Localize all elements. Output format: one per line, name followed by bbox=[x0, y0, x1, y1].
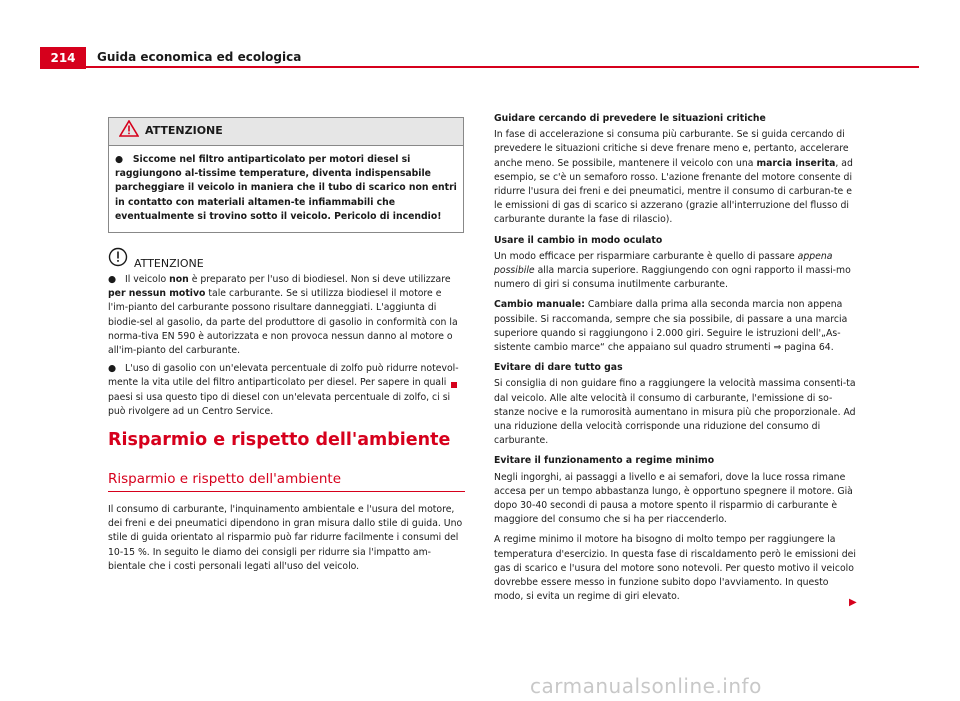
heading-full-throttle: Evitare di dare tutto gas bbox=[494, 362, 623, 374]
bullet: ● bbox=[115, 154, 133, 165]
notice-p1-a: Il veicolo bbox=[124, 274, 170, 286]
notice-p1-c: è preparato per l'uso di biodiesel. Non si deve utilizzare bbox=[188, 274, 451, 286]
left-column bbox=[108, 117, 464, 423]
section-heading: Risparmio e rispetto dell'ambiente bbox=[108, 430, 451, 450]
notice-title: ATTENZIONE bbox=[134, 256, 204, 270]
notice-exclamation-icon bbox=[108, 247, 128, 272]
notice-p2: L'uso di gasolio con un'elevata percentuale di zolfo può ridurre notevol-mente la vita utile del filtro antiparticolato per diesel. Per sapere in quali paesi si usa questo tipo di diesel con un'elevata percentuale di zolfo, ci si può rivolgere ad un Centro Service. bbox=[108, 363, 459, 417]
warning-box-text bbox=[109, 146, 463, 232]
p2-b: appena possibile bbox=[494, 250, 833, 277]
heading-gearbox: Usare il cambio in modo oculato bbox=[494, 234, 663, 246]
page-header-title: Guida economica ed ecologica bbox=[97, 50, 302, 64]
paragraph-manual bbox=[494, 298, 856, 355]
p3-a: Cambio manuale: bbox=[494, 299, 585, 311]
heading-idle: Evitare il funzionamento a regime minimo bbox=[494, 455, 715, 467]
notice-paragraph-1: ● Il veicolo non è preparato per l'uso di biodiesel. Non si deve utilizzare per nessun motivo tale carburante. Se si utilizza biodiesel il motore e l'im-pianto del carburante possono risultare danneggiati. L'aggiunta di biodie-sel al gasolio, da parte del produttore di gasolio in conformità con la norma-tiva EN 590 è autorizzata e non provoca nessun danno al motore o all'im-pianto del carburante. bbox=[108, 274, 458, 357]
subheading-divider bbox=[108, 491, 465, 492]
paragraph-anticipate bbox=[494, 128, 856, 227]
paragraph-idle-2: A regime minimo il motore ha bisogno di molto tempo per raggiungere la temperatura d'esercizio. In questa fase di riscaldamento però le emissioni dei gas di scarico e l'usura del motore sono notevoli. Per questo motivo il veicolo dovrebbe essere messo in funzione subito dopo l'avviamento. In questo modo, si evita un regime di giri elevato. bbox=[494, 534, 856, 603]
notice-body bbox=[108, 273, 464, 419]
notice-header bbox=[108, 250, 464, 270]
section-subheading: Risparmio e rispetto dell'ambiente bbox=[108, 471, 342, 487]
watermark: carmanualsonline.info bbox=[530, 674, 762, 698]
p2-a: Un modo efficace per risparmiare carburante è quello di passare bbox=[494, 250, 798, 262]
paragraph-full-throttle: Si consiglia di non guidare fino a raggiungere la velocità massima consenti-ta dal veicolo. Alle alte velocità il consumo di carburante, l'emissione di so-stanze nocive e la rumorosità aumentano in misura più che proporzionale. Ad una riduzione della velocità corrisponde una riduzione del consumo di carburante. bbox=[494, 378, 856, 447]
header-divider bbox=[40, 66, 919, 68]
warning-text: Siccome nel filtro antiparticolato per motori diesel si raggiungono al-tissime temperature, diventa indispensabile parcheggiare il veicolo in maniera che il tubo di scarico non entri in contatto con materiali altamen-te infiammabili che eventualmente si trovino sotto il veicolo. Pericolo di incendio! bbox=[115, 154, 457, 222]
heading-anticipate: Guidare cercando di prevedere le situazioni critiche bbox=[494, 113, 766, 124]
notice-p1-b: non bbox=[169, 274, 189, 286]
warning-box bbox=[108, 117, 464, 233]
warning-box-header bbox=[109, 118, 463, 146]
notice-p1-e: tale carburante. Se si utilizza biodiesel il motore e l'im-pianto del carburante possono risultare danneggiati. L'aggiunta di biodie-sel al gasolio, da parte del produttore di gasolio in conformità con la norma-tiva EN 590 è autorizzata e non provoca nessun danno al motore o all'im-pianto del carburante. bbox=[108, 288, 458, 357]
p3-b: Cambiare dalla prima alla seconda marcia non appena possibile. Si raccomanda, sempre che sia possibile, di passare a una marcia superiore quando si raggiungono i 2.000 giri. Seguire le istruzioni dell'„As-sistente cambio marce“ che appaiano sul quadro strumenti ⇒ pagina 64. bbox=[494, 299, 848, 354]
right-column bbox=[494, 112, 856, 611]
section-end-marker bbox=[451, 382, 457, 388]
paragraph-idle-1: Negli ingorghi, ai passaggi a livello e ai semafori, dove la luce rossa rimane accesa per un tempo abbastanza lungo, è opportuno spegnere il motore. Già dopo 30-40 secondi di pausa a motore spento il risparmio di carburante è maggiore del consumo che si ha per riaccenderlo. bbox=[494, 471, 853, 526]
paragraph-gearbox bbox=[494, 250, 856, 293]
continue-arrow-icon: ▶ bbox=[849, 597, 857, 608]
section-intro: Il consumo di carburante, l'inquinamento ambientale e l'usura del motore, dei freni e dei pneumatici dipendono in gran misura dallo stile di guida. Uno stile di guida orientato al risparmio può far ridurre facilmente i consumi del 10-15 %. In seguito le diamo dei consigli per ridurre sia l'impatto am-bientale che i costi personali legati all'uso del veicolo. bbox=[108, 504, 463, 572]
p2-c: alla marcia superiore. Raggiungendo con ogni rapporto il massi-mo numero di giri si consuma inutilmente carburante. bbox=[494, 265, 851, 291]
p1-b: marcia inserita bbox=[756, 157, 836, 169]
warning-box-title: ATTENZIONE bbox=[145, 124, 223, 138]
p1-c: , ad esempio, se c'è un semaforo rosso. L'azione frenante del motore consente di ridurre l'usura dei freni e dei pneumatici, mentre il consumo di carburan-te e le emissioni di gas di scarico si azzerano (grazie all'interruzione del flusso di carburante durante la fase di rilascio). bbox=[494, 157, 853, 226]
page-number: 214 bbox=[40, 47, 86, 69]
warning-triangle-icon bbox=[119, 120, 139, 142]
p1-a: In fase di accelerazione si consuma più carburante. Se si guida cercando di prevedere le situazioni critiche si deve frenare meno e, pertanto, accelerare anche meno. Se possibile, mantenere il veicolo con una bbox=[494, 129, 849, 169]
notice-p1-d: per nessun motivo bbox=[108, 288, 206, 300]
notice-paragraph-2: ● L'uso di gasolio con un'elevata percentuale di zolfo può ridurre notevol-mente la vita utile del filtro antiparticolato per diesel. Per sapere in quali paesi si usa questo tipo di diesel con un'elevata percentuale di zolfo, ci si può rivolgere ad un Centro Service. bbox=[108, 363, 459, 417]
